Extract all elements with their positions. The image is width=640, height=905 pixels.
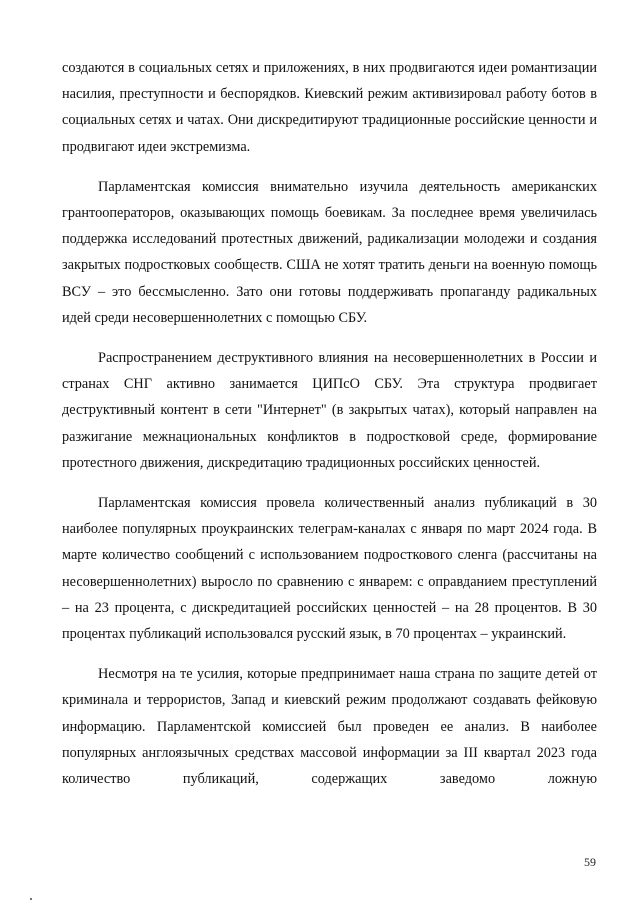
paragraph-4: Парламентская комиссия провела количественный анализ публикаций в 30 наиболее популярных проукраинских телеграм-каналах с января по март 2024 года. В марте количество сообщений с использованием подросткового сленга (рассчитаны на несовершеннолетних) выросло по сравнению с январем: с оправданием преступлений – на 23 процента, с дискредитацией российских ценностей – на 28 процентов. В 30 процентах публикаций использовался русский язык, в 70 процентах – украинский. (62, 495, 597, 643)
paragraph-5: Несмотря на те усилия, которые предпринимает наша страна по защите детей от криминала и террористов, Запад и киевский режим продолжают создавать фейковую информацию. Парламентской комиссией был проведен ее анализ. В наиболее популярных англоязычных средствах массовой информации за III квартал 2023 года количество публикаций, содержащих заведомо ложную (62, 666, 597, 788)
body-text (62, 55, 597, 792)
scan-speck (30, 898, 32, 900)
paragraph-1: создаются в социальных сетях и приложениях, в них продвигаются идеи романтизации насилия, преступности и беспорядков. Киевский режим активизировал работу ботов в социальных сетях и чатах. Они дискредитируют традиционные российские ценности и продвигают идеи экстремизма. (62, 60, 597, 155)
paragraph-2: Парламентская комиссия внимательно изучила деятельность американских грантооператоров, оказывающих помощь боевикам. За последнее время увеличилась поддержка исследований протестных движений, радикализации молодежи и создания закрытых подростковых сообществ. США не хотят тратить деньги на военную помощь ВСУ – это бессмысленно. Зато они готовы поддерживать пропаганду радикальных идей среди несовершеннолетних с помощью СБУ. (62, 178, 597, 326)
paragraph-3: Распространением деструктивного влияния на несовершеннолетних в России и странах СНГ активно занимается ЦИПсО СБУ. Эта структура продвигает деструктивный контент в сети "Интернет" (в закрытых чатах), который направлен на разжигание межнациональных конфликтов в подростковой среде, формирование протестного движения, дискредитацию традиционных российских ценностей. (62, 350, 597, 471)
page-number: 59 (584, 855, 596, 869)
